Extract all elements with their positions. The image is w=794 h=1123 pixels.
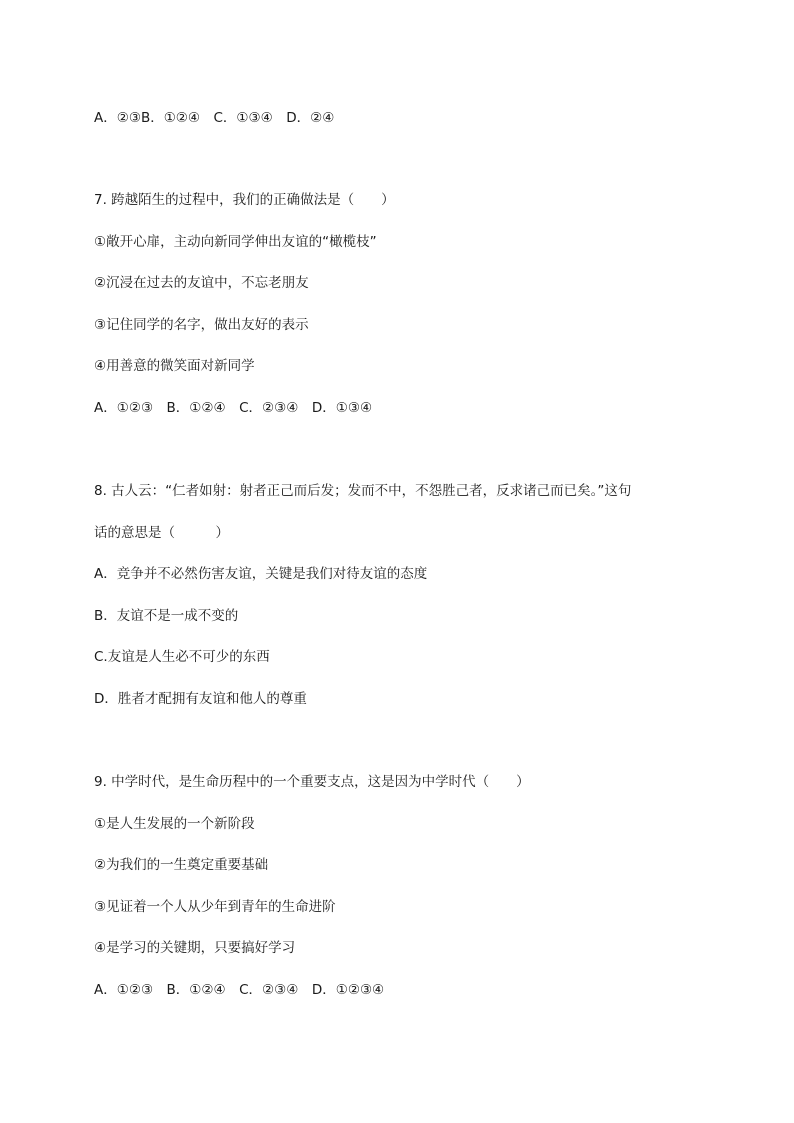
previous-question-answer-choices: A．②③B．①②④ C．①③④ D．②④ (94, 110, 335, 126)
question-8-option-b: B．友谊不是一成不变的 (94, 608, 239, 624)
question-9-option-3: ③见证着一个人从少年到青年的生命进阶 (94, 899, 336, 915)
question-7-stem: 7. 跨越陌生的过程中，我们的正确做法是（ ） (94, 192, 395, 208)
question-7-option-2: ②沉浸在过去的友谊中，不忘老朋友 (94, 275, 309, 291)
question-8-stem-line-2: 话的意思是（ ） (94, 525, 229, 541)
question-8-option-c: C.友谊是人生必不可少的东西 (94, 649, 270, 665)
question-7-option-1: ①敞开心扉，主动向新同学伸出友谊的“橄榄枝” (94, 234, 377, 250)
question-8-stem-line-1: 8. 古人云：“仁者如射：射者正己而后发；发而不中，不怨胜己者，反求诸己而已矣。”这句 (94, 483, 632, 499)
question-9-answer-choices: A．①②③ B．①②④ C．②③④ D．①②③④ (94, 982, 385, 998)
question-9-option-4: ④是学习的关键期，只要搞好学习 (94, 940, 296, 956)
question-8-option-d: D．胜者才配拥有友谊和他人的尊重 (94, 691, 307, 707)
question-9-option-1: ①是人生发展的一个新阶段 (94, 816, 255, 832)
question-7-option-3: ③记住同学的名字，做出友好的表示 (94, 317, 309, 333)
question-9-stem: 9. 中学时代，是生命历程中的一个重要支点，这是因为中学时代（ ） (94, 774, 530, 790)
question-7-answer-choices: A．①②③ B．①②④ C．②③④ D．①③④ (94, 400, 373, 416)
question-7-option-4: ④用善意的微笑面对新同学 (94, 358, 255, 374)
question-8-option-a: A．竞争并不必然伤害友谊，关键是我们对待友谊的态度 (94, 566, 428, 582)
question-9-option-2: ②为我们的一生奠定重要基础 (94, 857, 269, 873)
